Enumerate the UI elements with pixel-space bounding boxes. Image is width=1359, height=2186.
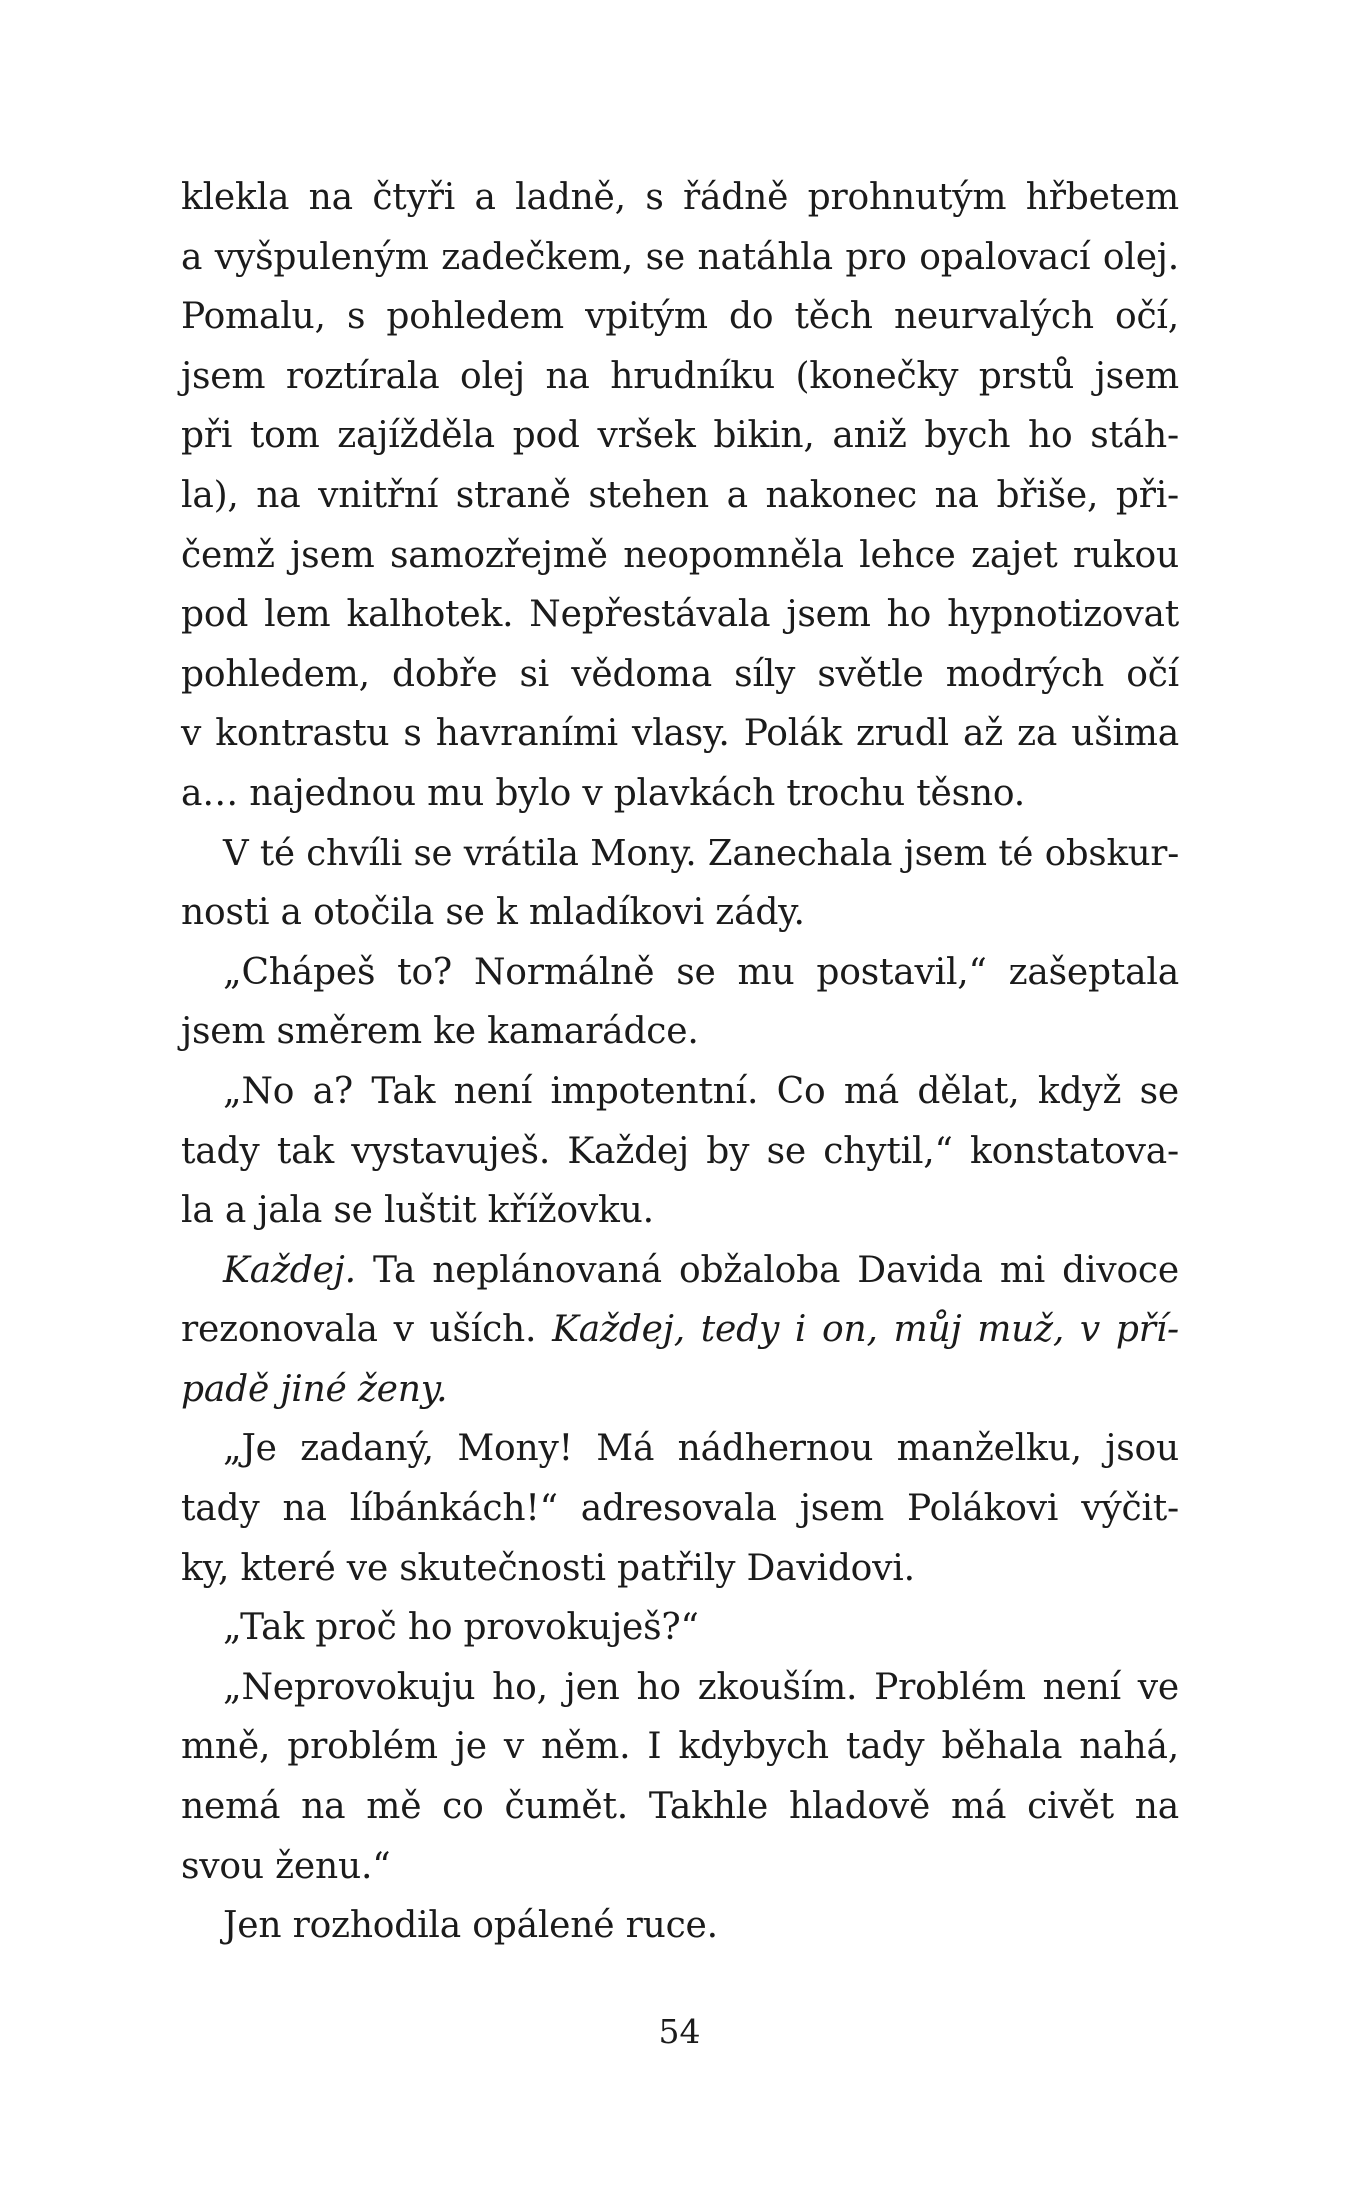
text-line: tady tak vystavuješ. Každej by se chytil,“ konstatova- <box>181 1130 1179 1172</box>
italic-segment: Každej, tedy i on, můj muž, v pří- <box>552 1309 1179 1351</box>
text-line: a vyšpuleným zadečkem, se natáhla pro opalovací olej. <box>181 236 1179 278</box>
text-line: pod lem kalhotek. Nepřestávala jsem ho hypnotizovat <box>181 594 1179 636</box>
text-line: „Neprovokuju ho, jen ho zkouším. Problém není ve <box>223 1666 1179 1708</box>
text-line: „No a? Tak není impotentní. Co má dělat, když se <box>223 1070 1179 1112</box>
text-line <box>181 1241 1179 1301</box>
text-line: tady na líbánkách!“ adresovala jsem Polákovi výčit- <box>181 1488 1179 1530</box>
text-line: „Tak proč ho provokuješ?“ <box>223 1607 699 1649</box>
text-line <box>181 1300 1179 1360</box>
text-line: svou ženu.“ <box>181 1845 391 1887</box>
italic-segment: padě jiné ženy. <box>181 1368 448 1410</box>
text-line: jsem směrem ke kamarádce. <box>181 1011 699 1053</box>
text-line: V té chvíli se vrátila Mony. Zanechala jsem té obskur- <box>223 832 1179 874</box>
text-line <box>181 1360 1179 1420</box>
text-line: mně, problém je v něm. I kdybych tady běhala nahá, <box>181 1726 1179 1768</box>
body-text <box>181 168 1179 1956</box>
text-line: nosti a otočila se k mladíkovi zády. <box>181 892 805 934</box>
text-line: při tom zajížděla pod vršek bikin, aniž bych ho stáh- <box>181 415 1179 457</box>
text-line: „Je zadaný, Mony! Má nádhernou manželku, jsou <box>223 1428 1179 1470</box>
page-number: 54 <box>658 2012 701 2051</box>
text-line: a… najednou mu bylo v plavkách trochu těsno. <box>181 772 1025 814</box>
text-line: čemž jsem samozřejmě neopomněla lehce zajet rukou <box>181 534 1179 576</box>
text-line: jsem roztírala olej na hrudníku (konečky prstů jsem <box>181 355 1179 397</box>
text-line: ky, které ve skutečnosti patřily Davidovi. <box>181 1547 915 1589</box>
text-line: la a jala se luštit křížovku. <box>181 1190 654 1232</box>
text-segment: Ta neplánovaná obžaloba Davida mi divoce <box>355 1249 1179 1291</box>
text-line: la), na vnitřní straně stehen a nakonec na břiše, při- <box>181 474 1179 516</box>
text-line: nemá na mě co čumět. Takhle hladově má civět na <box>181 1786 1179 1828</box>
text-line: klekla na čtyři a ladně, s řádně prohnutým hřbetem <box>181 177 1179 218</box>
text-line: v kontrastu s havraními vlasy. Polák zrudl až za ušima <box>181 713 1179 755</box>
italic-segment: Každej. <box>223 1249 356 1291</box>
text-line: Pomalu, s pohledem vpitým do těch neurvalých očí, <box>181 296 1179 338</box>
text-line: pohledem, dobře si vědoma síly světle modrých očí <box>181 653 1179 695</box>
text-line: „Chápeš to? Normálně se mu postavil,“ zašeptala <box>223 951 1179 993</box>
text-segment: rezonovala v uších. <box>181 1309 553 1351</box>
text-line: Jen rozhodila opálené ruce. <box>223 1905 718 1947</box>
